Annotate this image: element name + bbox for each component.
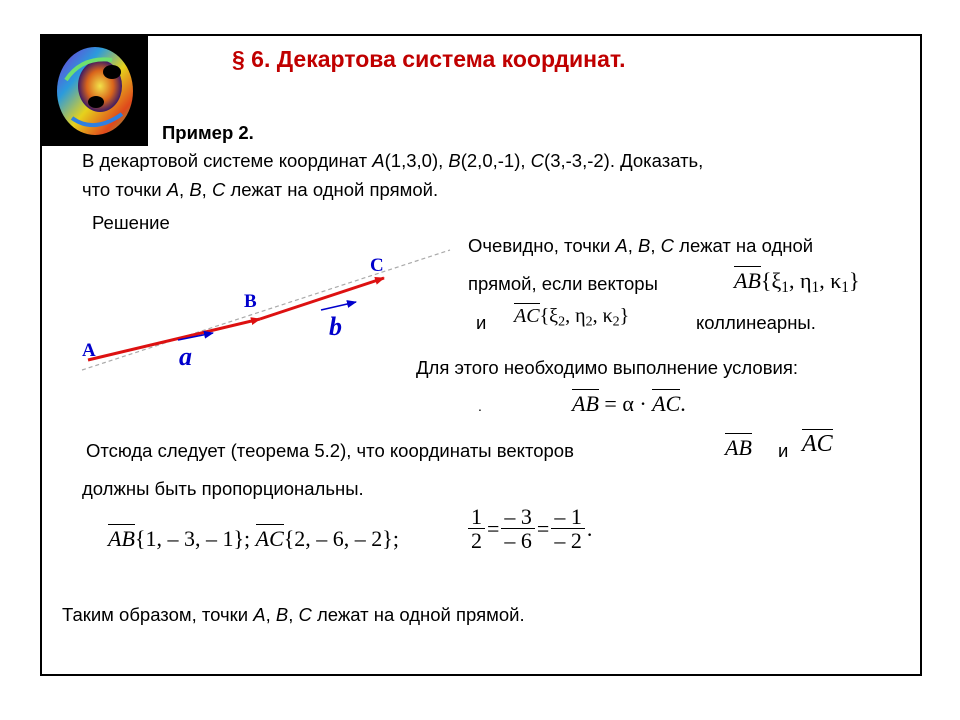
dashed-line <box>82 250 450 370</box>
consequence-and: и <box>778 440 789 461</box>
vector-b-arrow <box>321 302 356 310</box>
ratio-equation: $\frac{1}{2}$ = $\frac{- 3}{- 6}$ = $\frac{- 1}{- 2}$ . <box>466 505 592 552</box>
label-B: B <box>244 291 257 312</box>
vector-coordinates: AB{1, – 3, – 1}; AC{2, – 6, – 2}; <box>108 526 399 551</box>
and-word: и <box>476 312 487 333</box>
collinear-word: коллинеарны. <box>696 312 816 333</box>
consequence-vec-AB: AB <box>725 435 752 460</box>
problem-line-2: что точки A, B, C лежат на одной прямой. <box>82 179 439 200</box>
vector-AB-coords: $AB\{\xi_1$, $\eta_1$, $\kappa_1$} <box>734 268 860 296</box>
fraction-1: $\frac{1}{2}$ <box>468 505 485 552</box>
example-label: Пример 2. <box>162 122 254 143</box>
right-line-1: Очевидно, точки A, B, C лежат на одной <box>468 235 814 256</box>
condition-formula: AB = α · AC. <box>572 391 686 416</box>
slide-title: § 6. Декартова система координат. <box>232 46 626 72</box>
conclusion: Таким образом, точки A, B, C лежат на одной прямой. <box>62 604 525 625</box>
arrow-BC <box>260 278 384 319</box>
proportional-text: должны быть пропорциональны. <box>82 478 364 499</box>
consequence-text: Отсюда следует (теорема 5.2), что координаты векторов <box>86 440 574 461</box>
label-vec-b: b <box>329 312 342 341</box>
label-vec-a: a <box>179 342 192 371</box>
arrow-AB <box>88 319 260 360</box>
problem-line-1: В декартовой системе координат A(1,3,0), B(2,0,-1), C(3,-3,-2). Доказать, <box>82 150 704 171</box>
label-C: C <box>370 255 384 276</box>
consequence-vec-AC: AC <box>802 431 833 457</box>
right-line-2: прямой, если векторы <box>468 273 658 294</box>
solution-label: Решение <box>92 212 170 233</box>
torus-logo <box>42 36 148 146</box>
fraction-3: $\frac{- 1}{- 2}$ <box>551 505 585 552</box>
fraction-2: $\frac{- 3}{- 6}$ <box>501 505 535 552</box>
vector-AC-coords: $AC\{\xi_2$, $\eta_2$, $\kappa_2$} <box>514 305 630 330</box>
condition-dot: . <box>478 398 482 414</box>
label-A: A <box>82 340 96 361</box>
collinear-points-diagram <box>78 245 458 380</box>
condition-text: Для этого необходимо выполнение условия: <box>416 357 799 378</box>
